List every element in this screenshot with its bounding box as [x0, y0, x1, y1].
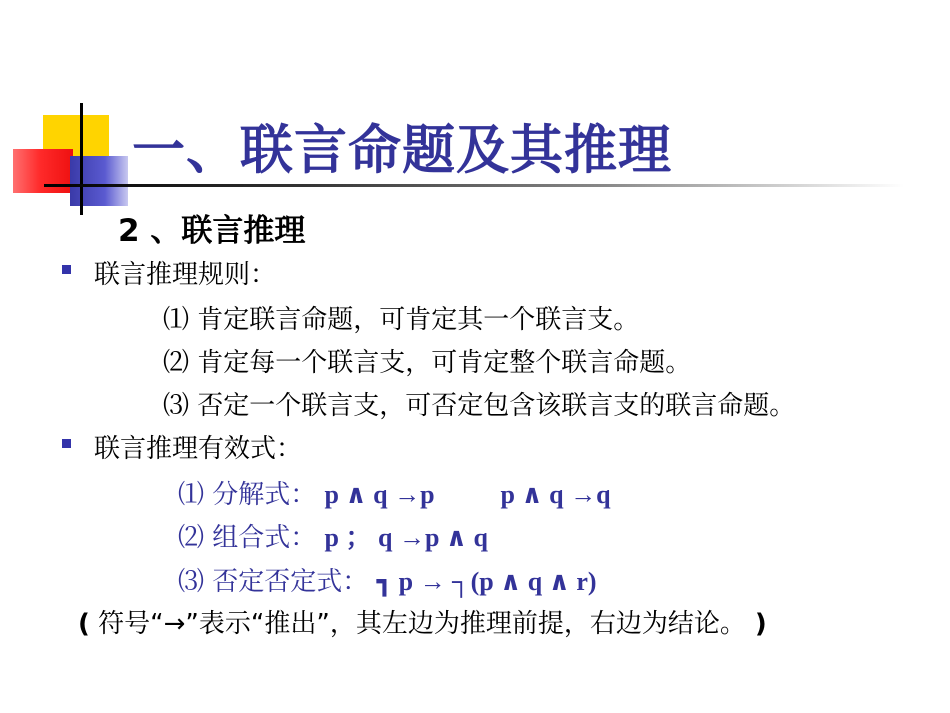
bullet-square-icon [62, 439, 71, 448]
valid-form-1 [178, 474, 611, 511]
valid-form-1-formula-a: p ∧ q →p [324, 480, 435, 509]
valid-form-3-label: ⑶ 否定否定式： [178, 567, 369, 597]
note-text: 符号“→”表示“推出”，其左边为推理前提，右边为结论。 [89, 609, 746, 639]
title-underline [44, 184, 904, 187]
bullet-label-rules: 联言推理规则： [94, 260, 277, 290]
decor-vertical-line [80, 103, 83, 215]
valid-form-2-label: ⑵ 组合式： [178, 523, 317, 553]
note-close-paren: ) [745, 609, 767, 639]
slide-title: 一、联言命题及其推理 [132, 120, 672, 181]
valid-form-1-label: ⑴ 分解式： [178, 480, 317, 510]
valid-form-3-formula: ┓ p → ┐(p ∧ q ∧ r) [376, 567, 597, 596]
rule-item-3: ⑶ 否定一个联言支，可否定包含该联言支的联言命题。 [163, 391, 796, 421]
rule-item-1: ⑴ 肯定联言命题，可肯定其一个联言支。 [163, 305, 640, 335]
bullet-label-valid-forms: 联言推理有效式： [94, 434, 303, 464]
symbol-note [78, 605, 878, 643]
valid-form-2 [178, 517, 488, 554]
section-subtitle: 2 、联言推理 [118, 213, 306, 249]
valid-form-3 [178, 561, 597, 598]
rule-item-2: ⑵ 肯定每一个联言支，可肯定整个联言命题。 [163, 348, 692, 378]
bullet-square-icon [62, 265, 71, 274]
note-open-paren: ( [78, 609, 90, 639]
valid-form-2-formula: p ； q →p ∧ q [324, 523, 488, 552]
decor-blue-square [70, 156, 128, 206]
valid-form-1-formula-b: p ∧ q →q [500, 480, 611, 509]
